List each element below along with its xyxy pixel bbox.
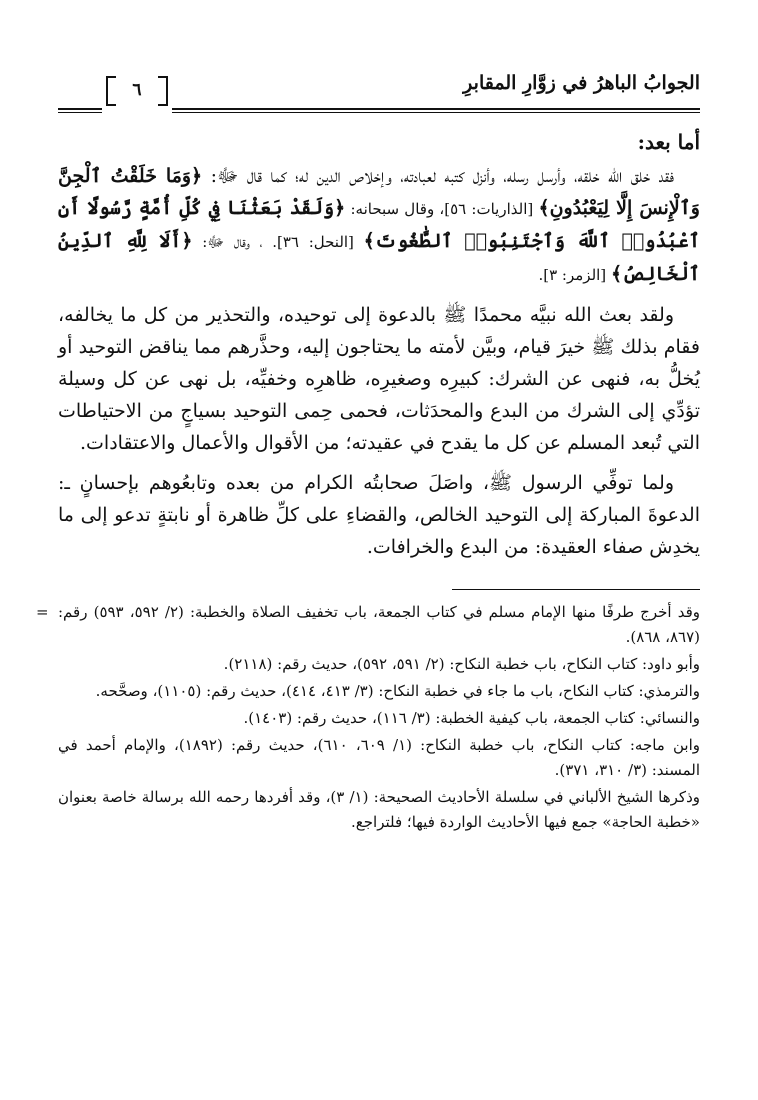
header-rule-thin-left bbox=[58, 112, 102, 113]
page-number: ٦ bbox=[106, 76, 168, 104]
header-rule bbox=[172, 108, 700, 110]
paragraph-3: ولما توفِّي الرسول ﷺ، واصَلَ صحابتُه الكرام من بعده وتابعُوهم بإحسانٍ ـ: الدعوةَ المباركة إلى التوحيد الخالص، والقضاءِ على كلِّ ظاهرة أو نابتةٍ تدعو إلى ما يخدِش صفاء العقيدة: من البدع والخرافات. bbox=[58, 472, 700, 558]
footnote-line: وأبو داود: كتاب النكاح، باب خطبة النكاح: (٢/ ٥٩١، ٥٩٢)، حديث رقم: (٢١١٨). bbox=[223, 655, 700, 673]
book-page bbox=[36, 70, 701, 1060]
paragraph-2: ولقد بعث الله نبيَّه محمدًا ﷺ بالدعوة إلى توحيده، والتحذير من كل ما يخالفه، فقام بذلك ﷺ خيرَ قيام، وبيَّن لأمته ما يحتاجون إليه، وحذَّرهم مما يناقض التوحيد أو يُخلُّ به، فنهى عن الشرك: كبيرِه وصغيرِه، ظاهرِه وخفيِّه، بل نهى عن كل وسيلة تؤدِّي إلى الشرك من البدع والمحدَثات، فحمى حِمى التوحيد بسياجٍ من الاحتياطات التي تُبعد المسلم عن كل ما يقدح في عقيدته؛ من الأقوال والأعمال والاعتقادات. bbox=[58, 304, 700, 454]
paragraph-1 bbox=[58, 160, 700, 291]
quran-verse: ﴿أَلَا لِلَّهِ ٱلدِّينُ ٱلْخَالِصُ﴾ bbox=[58, 230, 700, 285]
main-text bbox=[58, 126, 700, 563]
section-heading: أما بعد: bbox=[637, 130, 700, 154]
text-run: فقد خلق الله خلقه، وأرسل رسله، وأنزل كتبه لعبادته، وإخلاص الدين له؛ كما قال ﷻ: bbox=[202, 165, 674, 187]
quran-verse: ﴿وَمَا خَلَقْتُ ٱلْجِنَّ وَٱلْإِنسَ إِلَّا لِيَعْبُدُونِ﴾ bbox=[58, 165, 700, 219]
verse-reference: [الزمر: ٣]. bbox=[538, 266, 611, 284]
footnote-continuation-mark: = bbox=[36, 603, 49, 621]
footnote-line: والترمذي: كتاب النكاح، باب ما جاء في خطبة النكاح: (٣/ ٤١٣، ٤١٤)، حديث رقم: (١١٠٥)، وصحَّحه. bbox=[95, 682, 700, 700]
verse-reference: [الذاريات: ٥٦]، وقال سبحانه: bbox=[345, 200, 539, 218]
footnote-separator bbox=[452, 589, 700, 590]
footnotes bbox=[36, 600, 701, 835]
quran-verse: ﴿وَلَقَدْ بَعَثْنَا فِي كُلِّ أُمَّةٍ رَّسُولًا أَنِ ٱعْبُدُوا۟ ٱللَّهَ وَٱجْتَنِبُوا۟ ٱلطَّٰغُوتَ﴾ bbox=[58, 197, 700, 252]
page-header bbox=[58, 70, 700, 110]
header-rule-left bbox=[58, 108, 102, 110]
footnote-line: والنسائي: كتاب الجمعة، باب كيفية الخطبة: (٣/ ١١٦)، حديث رقم: (١٤٠٣). bbox=[243, 709, 700, 727]
footnote-line: وقد أخرج طرفًا منها الإمام مسلم في كتاب الجمعة، باب تخفيف الصلاة والخطبة: (٢/ ٥٩٢، ٥٩٣) رقم: (٨٦٧، ٨٦٨). bbox=[58, 603, 700, 646]
footnote-line: وذكرها الشيخ الألباني في سلسلة الأحاديث الصحيحة: (١/ ٣)، وقد أفردها رحمه الله برسالة خاصة بعنوان «خطبة الحاجة» جمع فيها الأحاديث الواردة فيها؛ فلتراجع. bbox=[58, 788, 700, 831]
running-title: الجوابُ الباهرُ في زوَّارِ المقابرِ bbox=[463, 72, 700, 94]
header-rule-thin bbox=[172, 112, 700, 113]
verse-reference: [النحل: ٣٦]. ، وقال ﷻ: bbox=[192, 233, 364, 251]
footnote-line: وابن ماجه: كتاب النكاح، باب خطبة النكاح: (١/ ٦٠٩، ٦١٠)، حديث رقم: (١٨٩٢)، والإمام أحمد في المسند: (٣/ ٣١٠، ٣٧١). bbox=[58, 736, 701, 779]
